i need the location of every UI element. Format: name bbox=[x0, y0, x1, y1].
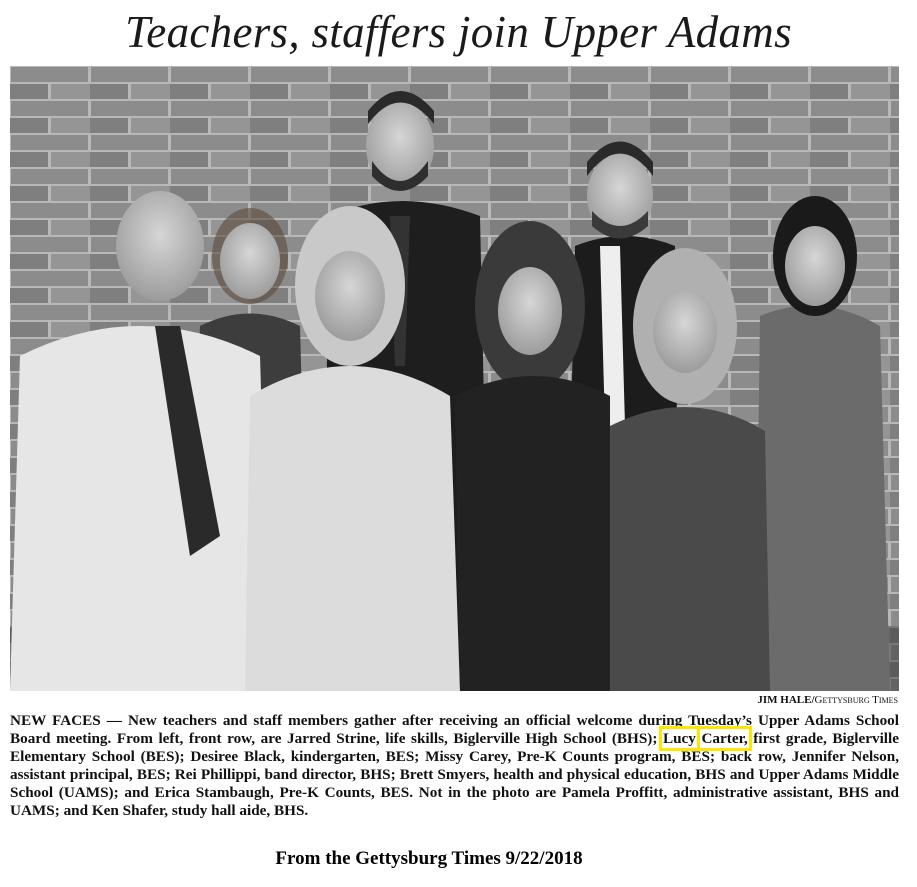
photo-illustration bbox=[10, 66, 899, 691]
photographer-name: JIM HALE/ bbox=[757, 694, 815, 706]
group-photo bbox=[10, 66, 899, 691]
headline: Teachers, staffers join Upper Adams bbox=[125, 7, 792, 57]
photo-caption bbox=[10, 712, 899, 820]
caption-text-part1: — New teachers and staff members gather after receiving an official welcome during Tuesday’s Upper Adams School Board meeting. From left, front row, are Jarred Strine, life skills, Biglerville High School (BHS); bbox=[10, 712, 899, 747]
highlighted-name-last: Carter, bbox=[701, 730, 748, 747]
highlighted-name-first: Lucy bbox=[662, 730, 696, 747]
source-line: From the Gettysburg Times 9/22/2018 bbox=[275, 848, 583, 869]
caption-lead: NEW FACES bbox=[10, 712, 101, 729]
publication-name: Gettysburg Times bbox=[814, 694, 898, 706]
photo-credit bbox=[757, 694, 898, 706]
caption-text-part2: first grade, Biglerville Elementary School (BES); Desiree Black, kindergarten, BES; Missy Carey, Pre-K Counts program, BES; back row, Jennifer Nelson, assistant principal, BES; Rei Phillippi, band director, BHS; Brett Smyers, health and physical education, BHS and Upper Adams Middle School (UAMS); and Erica Stambaugh, Pre-K Counts, BES. Not in the photo are Pamela Proffitt, administrative assistant, BHS and UAMS; and Ken Shafer, study hall aide, BHS. bbox=[10, 730, 899, 819]
